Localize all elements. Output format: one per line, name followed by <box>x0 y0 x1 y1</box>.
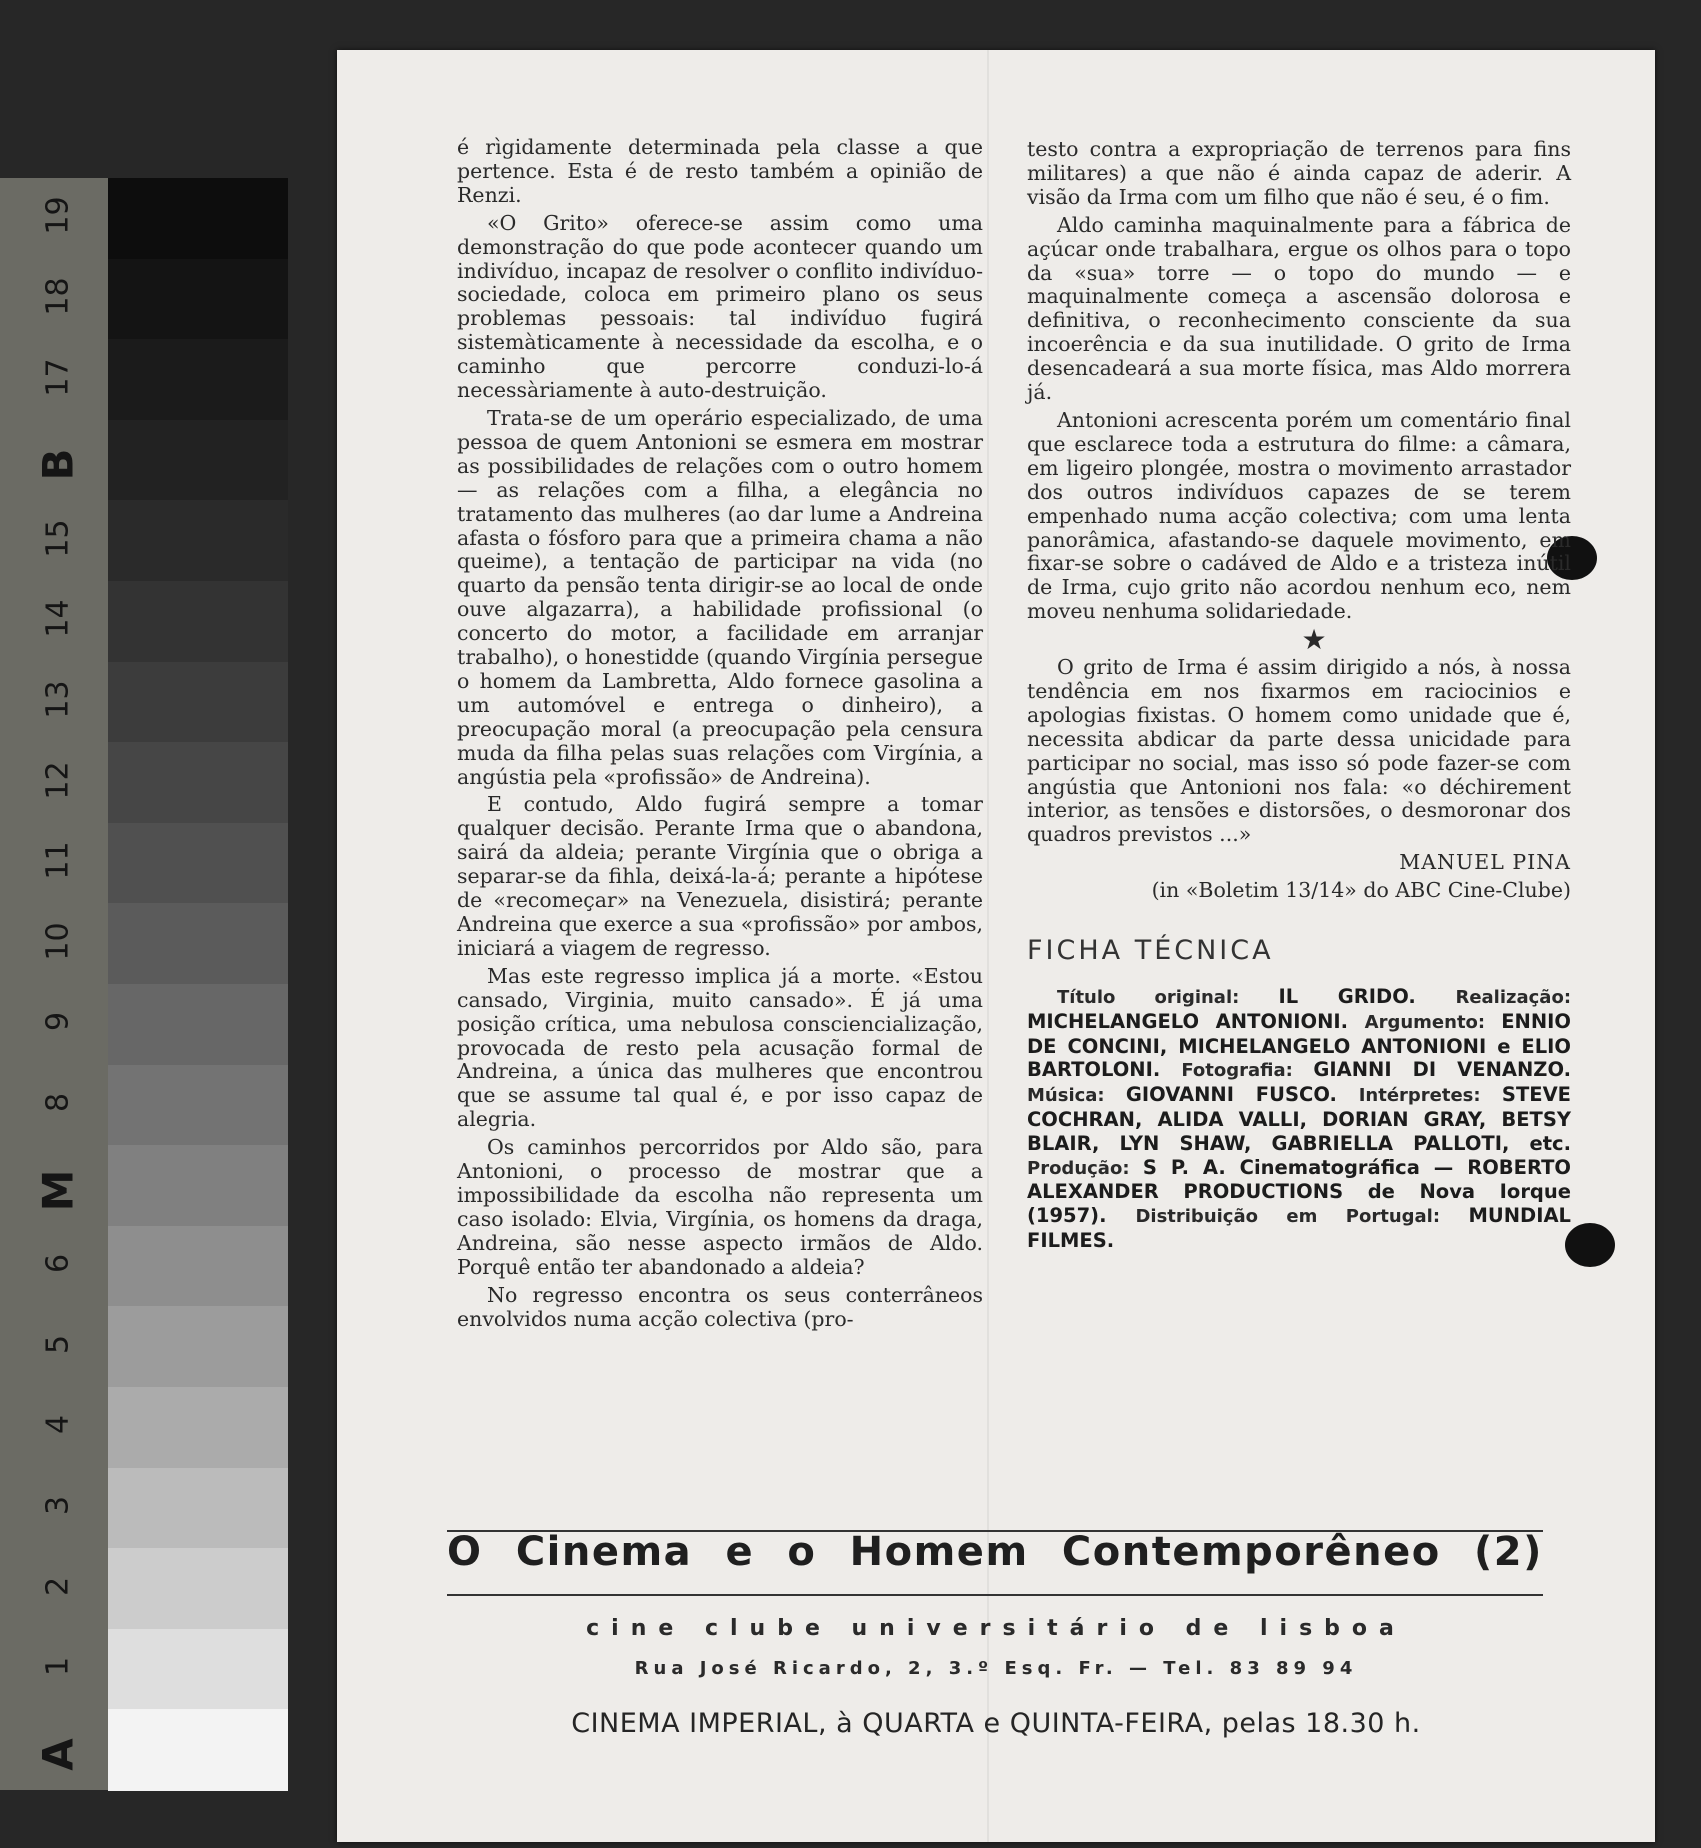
club-name: cine clube universitário de lisboa <box>586 1616 1406 1641</box>
gray-patch <box>108 420 288 502</box>
gray-patch <box>108 178 288 260</box>
paragraph: é rìgidamente determinada pela classe a que pertence. Esta é de resto também a opinião de Renzi. <box>457 135 983 207</box>
gray-patch <box>108 1709 288 1791</box>
author-signature: MANUEL PINA <box>1399 850 1571 875</box>
credit-label: Distribuição em Portugal: <box>1135 1206 1469 1228</box>
paragraph: No regresso encontra os seus conterrâneos envolvidos numa acção colectiva (pro- <box>457 1282 983 1331</box>
gray-patch <box>108 1387 288 1469</box>
gray-patch <box>108 903 288 985</box>
left-text-column <box>457 136 983 1335</box>
credit-label: Realização: <box>1455 987 1572 1008</box>
gray-patch <box>108 1065 288 1147</box>
scale-label: 3 <box>40 1495 76 1515</box>
punch-hole-bottom <box>1565 1223 1615 1267</box>
gray-patch <box>108 1306 288 1388</box>
gray-patch <box>108 1226 288 1308</box>
scale-label: 8 <box>40 1092 76 1112</box>
scale-label: 5 <box>40 1334 76 1354</box>
calibration-scale-labels <box>0 178 108 1790</box>
credit-label: Música: <box>1027 1085 1126 1107</box>
gray-patch <box>108 823 288 905</box>
gray-patch <box>108 1468 288 1550</box>
credit-label: Intérpretes: <box>1358 1085 1502 1107</box>
scale-label: 17 <box>40 357 76 397</box>
closing-paragraph: O grito de Irma é assim dirigido a nós, à nossa tendência em nos fixarmos em raciocinios e apologias fixistas. O homem como unidade que é, necessita abdicar da parte dessa unicidade para participar no social, mas isso só pode fazer-se com angústia que Antonioni nos fala: «o déchirement interior, as tensões e distorsões, o desmoronar dos quadros previstos ...» <box>1027 655 1571 847</box>
scale-label: 15 <box>40 519 76 558</box>
credit-label: Fotografia: <box>1181 1060 1314 1082</box>
scale-label: 9 <box>40 1012 76 1032</box>
scale-label: 12 <box>40 760 76 800</box>
paragraph: Trata-se de um operário especializado, de uma pessoa de quem Antonioni se esmera em mostrar as possibilidades de relações com o outro homem — as relações com a filha, a elegância no tratamento das mulheres (ao dar lume a Andreina afasta o fósforo para que a primeira chama a não queime), a tentação de participar na vida (no quarto da pensão tenta dirigir-se ao local de onde ouve algazarra), a habilidade profissional (o concerto do motor, a facilidade em arranjar trabalho), o honestidde (quando Virgínia persegue o homem da Lambretta, Aldo fornece gasolina a um automóvel e entrega o dinheiro), a preocupação moral (a preocupação pela censura muda da filha pelas suas relações com Virgínia, a angústia pela «profissão» de Andreina). <box>457 405 983 789</box>
credit-value: GIOVANNI FUSCO. <box>1125 1083 1359 1107</box>
title-word: Contemporêneo <box>1061 1529 1441 1575</box>
paragraph: testo contra a expropriação de terrenos para fins militares) a que não é ainda capaz de aderir. A visão da Irma com um filho que não é seu, é o fim. <box>1027 137 1571 209</box>
gray-patch <box>108 259 288 341</box>
gray-patch <box>108 984 288 1066</box>
right-text-column <box>1027 138 1571 1257</box>
credit-label: Argumento: <box>1364 1011 1502 1033</box>
star-separator-icon: ★ <box>1301 623 1327 657</box>
ficha-tecnica-credits <box>1027 985 1571 1253</box>
gray-scale-patches <box>108 178 288 1790</box>
credit-label: Título original: <box>1057 987 1279 1008</box>
gray-patch <box>108 339 288 421</box>
scale-label: 19 <box>40 196 76 235</box>
scale-label: 14 <box>40 599 76 638</box>
credit-value: STEVE COCHRAN, ALIDA VALLI, DORIAN GRAY, BETSY BLAIR, LYN SHAW, GABRIELLA PALLOTI, etc. <box>1027 1083 1571 1155</box>
source-citation: (in «Boletim 13/14» do ABC Cine-Clube) <box>1151 878 1571 903</box>
credit-value: MUNDIAL FILMES. <box>1027 1204 1571 1252</box>
scale-label: 13 <box>40 680 76 719</box>
scale-label: 2 <box>40 1576 76 1596</box>
paragraph: Aldo caminha maquinalmente para a fábrica de açúcar onde trabalhara, ergue os olhos para o topo da «sua» torre — o topo do mundo — e maquinalmente começa a ascensão dolorosa e definitiva, o reconhecimento consciente da sua incoerência e da sua inutilidade. O grito de Irma desencadeará a sua morte física, mas Aldo morrera já. <box>1027 212 1571 405</box>
scale-label: M <box>33 1169 83 1211</box>
title-word: Cinema <box>515 1529 693 1575</box>
gray-patch <box>108 1629 288 1711</box>
paragraph: Antonioni acrescenta porém um comentário final que esclarece toda a estrutura do filme: a câmara, em ligeiro plongée, mostra o movimento arrastador dos outros indivíduos capazes de se terem empenhado numa acção colectiva; com uma lenta panorâmica, afastando-se daquele movimento, em fixar-se sobre o cadáved de Aldo e a tristeza inútil de Irma, cujo grito não acordou nenhum eco, nem moveu nenhuma solidariedade. <box>1027 407 1571 624</box>
title-word: Homem <box>849 1529 1029 1575</box>
paragraph: E contudo, Aldo fugirá sempre a tomar qualquer decisão. Perante Irma que o abandona, sairá da aldeia; perante Virgínia que o obriga a separar-se da fihla, deixá-la-á; perante a hipótese de «recomeçar» na Venezuela, disistirá; perante Andreina que exerce a sua «profissão» por ambos, iniciará a viagem de regresso. <box>457 792 983 960</box>
title-word: o <box>787 1529 817 1575</box>
title-word: e <box>725 1529 755 1575</box>
series-title <box>447 1529 1543 1575</box>
club-address: Rua José Ricardo, 2, 3.º Esq. Fr. — Tel. 83 89 94 <box>634 1658 1358 1679</box>
credit-value: S P. A. Cinematográfica — ROBERTO ALEXANDER PRODUCTIONS de Nova Iorque (1957). <box>1027 1155 1571 1228</box>
credit-label: Produção: <box>1027 1157 1143 1179</box>
scale-label: A <box>33 1737 83 1771</box>
credit-value: MICHELANGELO ANTONIONI. <box>1027 1009 1365 1033</box>
gray-patch <box>108 1145 288 1227</box>
title-word: (2) <box>1474 1529 1543 1575</box>
gray-patch <box>108 500 288 582</box>
scale-label: B <box>33 448 83 481</box>
paragraph: «O Grito» oferece-se assim como uma demonstração do que pode acontecer quando um indivíduo, incapaz de resolver o conflito indivíduo-sociedade, coloca em primeiro plano os seus problemas pessoais: tal indivíduo fugirá sistemàticamente à necessidade da escolha, e o caminho que percorre conduzi-lo-á necessàriamente à auto-destruição. <box>457 210 983 403</box>
scale-label: 4 <box>40 1415 76 1435</box>
title-word: O <box>447 1529 483 1575</box>
gray-patch <box>108 662 288 744</box>
scale-label: 6 <box>40 1254 76 1274</box>
ficha-tecnica-heading: FICHA TÉCNICA <box>1027 935 1274 967</box>
paragraph: Os caminhos percorridos por Aldo são, para Antonioni, o processo de mostrar que a impossibilidade da escolha não representa um caso isolado: Elvia, Virgínia, os homens da draga, Andreina, são nesse aspecto irmãos de Aldo. Porquê então ter abandonado a aldeia? <box>457 1135 983 1279</box>
scale-label: 18 <box>40 277 76 316</box>
scale-label: 11 <box>40 841 76 880</box>
scale-label: 10 <box>40 922 76 961</box>
film-leaflet-page <box>337 50 1655 1842</box>
credit-value: GIANNI DI VENANZO. <box>1313 1058 1571 1082</box>
paragraph: Mas este regresso implica já a morte. «Estou cansado, Virginia, muito cansado». É já uma posição crítica, uma nebulosa consciencialização, provocada de resto pela acusação formal de Andreina, a única das mulheres que encontrou que se assume tal qual é, e por isso capaz de alegria. <box>457 963 983 1132</box>
scale-label: 1 <box>40 1657 76 1677</box>
gray-patch <box>108 581 288 663</box>
screening-info: CINEMA IMPERIAL, à QUARTA e QUINTA-FEIRA, pelas 18.30 h. <box>571 1708 1421 1739</box>
credit-value: ENNIO DE CONCINI, MICHELANGELO ANTONIONI e ELIO BARTOLONI. <box>1027 1009 1571 1082</box>
credit-value: IL GRIDO. <box>1278 985 1456 1008</box>
gray-patch <box>108 742 288 824</box>
gray-patch <box>108 1548 288 1630</box>
banner-rule-bottom <box>447 1594 1543 1596</box>
